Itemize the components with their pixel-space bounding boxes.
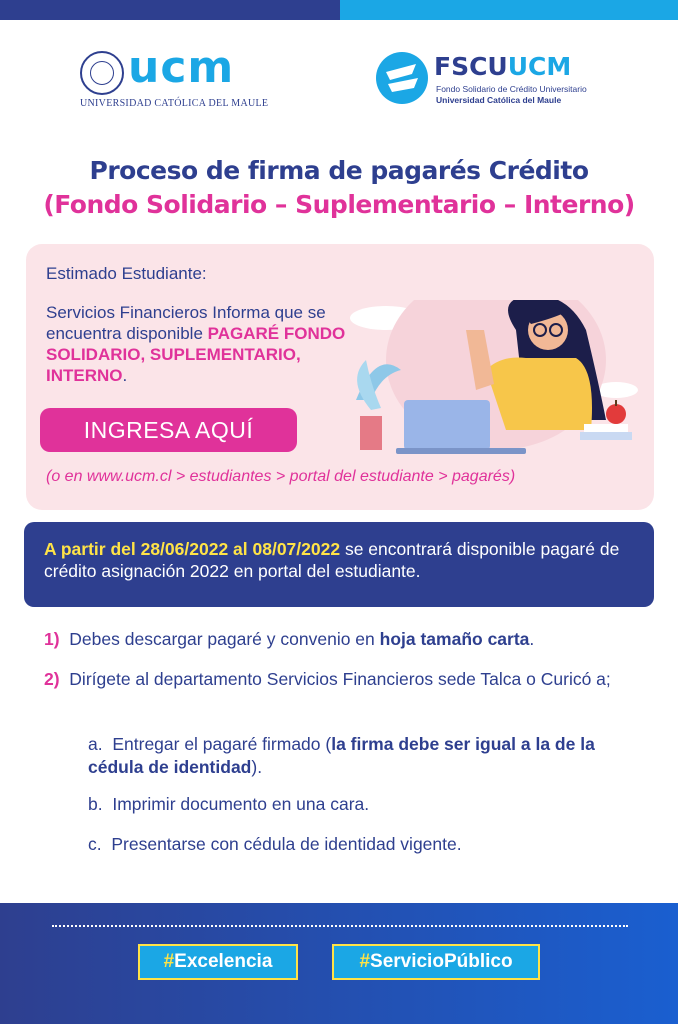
footer-banner: [0, 903, 678, 1024]
step-2b: [88, 793, 648, 816]
fscu-logo-word: [434, 52, 571, 81]
hash-symbol: #: [163, 951, 175, 972]
hashtag-excelencia: [138, 944, 298, 980]
availability-rest: se encontrará disponible pagaré de crédito asignación 2022 en portal del estudiante.: [44, 539, 620, 581]
step-2c: [88, 833, 648, 856]
step-1-number: 1): [44, 629, 60, 649]
student-laptop-illustration: [326, 300, 646, 460]
hashtag-servicio-publico: [332, 944, 540, 980]
step-2a-end: ).: [251, 757, 263, 777]
ucm-logo-word: ucm: [128, 42, 235, 93]
fscu-university-name: Universidad Católica del Maule: [436, 95, 562, 105]
page-subtitle: (Fondo Solidario – Suplementario – Interno): [43, 190, 635, 219]
step-1: [44, 628, 644, 651]
step-2c-label: c.: [88, 834, 102, 854]
notice-body-text: Servicios Financieros Informa que se encuentra disponible: [46, 303, 326, 343]
ingresa-aqui-button[interactable]: INGRESA AQUÍ: [40, 408, 297, 452]
portal-path-note: (o en www.ucm.cl > estudiantes > portal del estudiante > pagarés): [46, 468, 516, 485]
hashtag-excelencia-text: Excelencia: [174, 951, 273, 972]
top-bar-cyan: [340, 0, 678, 20]
top-color-bar: [0, 0, 678, 20]
step-2a-label: a.: [88, 734, 103, 754]
step-2-text: Dirígete al departamento Servicios Financieros sede Talca o Curicó a;: [69, 669, 611, 689]
step-2b-text: Imprimir documento en una cara.: [112, 794, 370, 814]
step-2c-text: Presentarse con cédula de identidad vigente.: [111, 834, 462, 854]
fscu-logo: [376, 52, 616, 112]
page-title: Proceso de firma de pagarés Crédito: [89, 156, 589, 185]
dotted-divider: [52, 925, 628, 927]
availability-text: [44, 538, 644, 582]
step-2-number: 2): [44, 669, 60, 689]
step-1-end: .: [529, 629, 535, 649]
notice-highlight: PAGARÉ FONDO SOLIDARIO, SUPLEMENTARIO, INTERNO: [46, 324, 346, 385]
hashtag-servicio-publico-text: ServicioPúblico: [370, 951, 513, 972]
ucm-word-part: UCM: [507, 52, 572, 81]
fscu-word-part: FSCU: [434, 52, 508, 81]
step-2b-label: b.: [88, 794, 103, 814]
step-1-text: Debes descargar pagaré y convenio en: [69, 629, 380, 649]
ucm-logo-subtitle: UNIVERSIDAD CATÓLICA DEL MAULE: [80, 98, 269, 109]
step-2a-bold: la firma debe ser igual a la de la cédula de identidad: [88, 734, 595, 777]
availability-dates: A partir del 28/06/2022 al 08/07/2022: [44, 539, 341, 559]
top-bar-navy: [0, 0, 340, 20]
notice-body: [46, 302, 346, 386]
step-1-bold: hoja tamaño carta: [379, 629, 530, 649]
step-2a-text: Entregar el pagaré firmado (: [112, 734, 332, 754]
step-2a: [88, 733, 648, 779]
notice-body-end: .: [122, 366, 128, 385]
notice-card: [26, 244, 654, 510]
ucm-logo: [80, 42, 269, 112]
greeting: Estimado Estudiante:: [46, 264, 207, 283]
fscu-emblem-icon: [376, 52, 428, 104]
availability-banner: [24, 522, 654, 607]
hash-symbol: #: [359, 951, 371, 972]
university-seal-icon: [80, 51, 124, 95]
step-2: [44, 668, 644, 691]
fscu-subtitle: Fondo Solidario de Crédito Universitario: [436, 84, 587, 94]
